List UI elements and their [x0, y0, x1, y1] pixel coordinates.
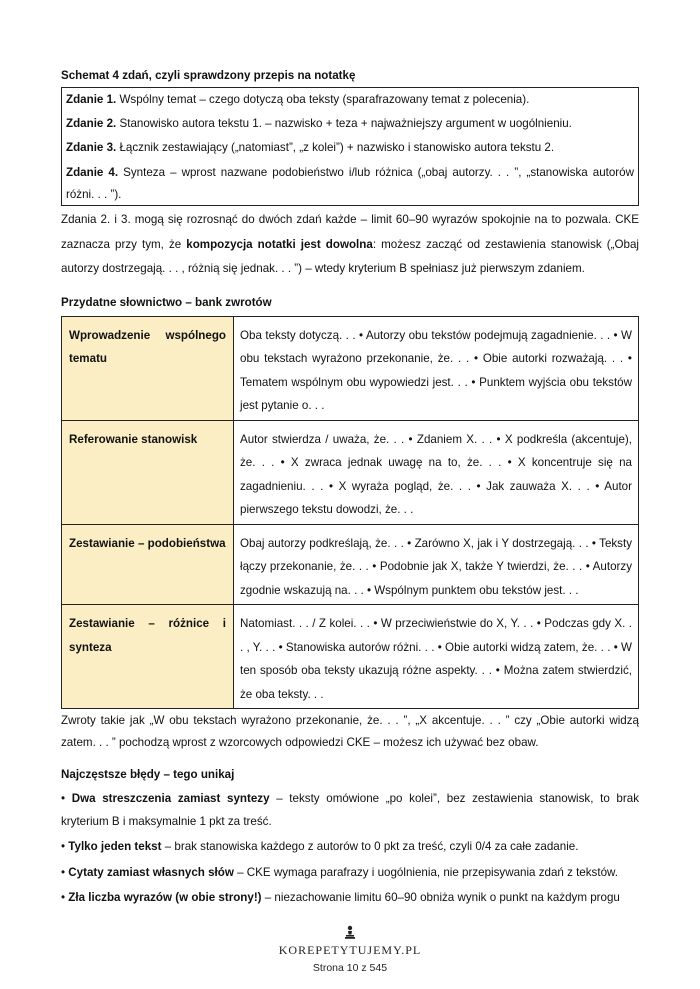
after-bank-paragraph: Zwroty takie jak „W obu tekstach wyrażono przekonanie, że. . . ”, „X akcentuje. . . ” czy „Obie autorki widzą zatem. . . ” pochodzą wprost z wzorcowych odpowiedzi CKE – możesz ich używać bez obaw. [61, 714, 639, 749]
bank-row-label: Referowanie stanowisk [62, 420, 234, 524]
chess-pawn-icon-svg [344, 925, 356, 939]
intro-text-end: : możesz zacząć od zestawienia stanowisk („Obaj autorzy dostrzegają. . . , różnią się jednak. . . ”) – wtedy kryterium B spełniasz już pierwszym zdaniem. [61, 237, 639, 275]
schemat-row-text: Synteza – wprost nazwane podobieństwo i/lub różnica („obaj autorzy. . . ”, „stanowiska autorów różni. . . ”). [66, 166, 634, 201]
schemat-box [61, 87, 639, 206]
list-item: • Zła liczba wyrazów (w obie strony!) – niezachowanie limitu 60–90 obniża wynik o punkt na każdym progu [61, 891, 620, 904]
bank-row-content: Obaj autorzy podkreślają, że. . . • Zarówno X, jak i Y dostrzegają. . . • Teksty łączy przekonanie, że. . . • Podobnie jak X, także Y twierdzi, że. . . • Autorzy zgodnie wskazują na. . . • Wspólnym punktem obu tekstów jest. . . [234, 524, 639, 605]
phrase-bank-table [61, 316, 639, 710]
table-row [62, 316, 639, 420]
schemat-row-label: Zdanie 1. [66, 93, 117, 106]
intro-bold: kompozycja notatki jest dowolna [186, 237, 373, 251]
errors-title: Najczęstsze błędy – tego unikaj [61, 768, 235, 781]
error-bold: Dwa streszczenia zamiast syntezy [71, 792, 270, 805]
bank-row-label: Wprowadzenie wspólnego tematu [62, 316, 234, 420]
table-row [62, 420, 639, 524]
schemat-row [66, 160, 634, 205]
brand-name: KOREPETYTUJEMY.PL [278, 943, 422, 957]
schemat-row-label: Zdanie 3. [66, 141, 117, 154]
error-bold: Zła liczba wyrazów (w obie strony!) [68, 891, 262, 904]
bank-row-label: Zestawianie – podobieństwa [62, 524, 234, 605]
bank-row-label: Zestawianie – różnice i synteza [62, 605, 234, 709]
intro-text: Zdania 2. i 3. mogą się rozrosnąć do dwóch zdań każde – limit 60–90 wyrazów spokojnie na to pozwala. CKE zaznacza przy tym, że [61, 213, 639, 251]
error-text: – brak stanowiska każdego z autorów to 0 pkt za treść, czyli 0/4 za całe zadanie. [161, 840, 579, 853]
list-item: • Cytaty zamiast własnych słów – CKE wymaga parafrazy i uogólnienia, nie przepisywania zdań z tekstów. [61, 865, 618, 879]
intro-paragraph [61, 208, 639, 282]
bank-row-content: Natomiast. . . / Z kolei. . . • W przeciwieństwie do X, Y. . . • Podczas gdy X. . . , Y. . . • Stanowiska autorów różni. . . • Obie autorki widzą zatem, że. . . • W ten sposób oba teksty ukazują różne aspekty. . . • Można zatem stwierdzić, że oba teksty. . . [234, 605, 639, 709]
page-number: Strona 10 z 545 [312, 962, 388, 974]
list-item: • Dwa streszczenia zamiast syntezy – teksty omówione „po kolei”, bez zestawienia stanowisk, to brak kryterium B i maksymalnie 1 pkt za treść. [61, 792, 639, 828]
schemat-row-label: Zdanie 2. [66, 117, 117, 130]
bank-row-content: Oba teksty dotyczą. . . • Autorzy obu tekstów podejmują zagadnienie. . . • W obu tekstach wyrażono przekonanie, że. . . • Obie autorki rozważają. . . • Tematem wspólnym obu wypowiedzi jest. . . • Punktem wyjścia obu tekstów jest pytanie o. . . [234, 316, 639, 420]
error-text: – niezachowanie limitu 60–90 obniża wynik o punkt na każdym progu [261, 891, 620, 904]
table-row [62, 524, 639, 605]
error-bold: Tylko jeden tekst [68, 840, 162, 853]
error-text: – teksty omówione „po kolei”, bez zestawienia stanowisk, to brak kryterium B i maksymalnie 1 pkt za treść. [61, 792, 639, 828]
bank-row-content: Autor stwierdza / uważa, że. . . • Zdaniem X. . . • X podkreśla (akcentuje), że. . . • X zwraca jednak uwagę na to, że. . . • X koncentruje się na zagadnieniu. . . • X wyraża pogląd, że. . . • Jak zauważa X. . . • Autor pierwszego tekstu dowodzi, że. . . [234, 420, 639, 524]
schemat-row-text: Łącznik zestawiający („natomiast”, „z kolei”) + nazwisko i stanowisko autora tekstu 2. [116, 141, 555, 154]
error-text: – CKE wymaga parafrazy i uogólnienia, nie przepisywania zdań z tekstów. [233, 865, 618, 879]
schemat-row [66, 136, 634, 160]
schemat-row [66, 112, 634, 136]
schemat-row-text: Wspólny temat – czego dotyczą oba teksty (sparafrazowany temat z polecenia). [116, 93, 530, 106]
schemat-title: Schemat 4 zdań, czyli sprawdzony przepis na notatkę [61, 69, 356, 82]
error-bold: Cytaty zamiast własnych słów [68, 865, 234, 879]
chess-pawn-icon [0, 925, 700, 942]
schemat-row [66, 88, 634, 112]
table-row [62, 605, 639, 709]
schemat-row-text: Stanowisko autora tekstu 1. – nazwisko + teza + najważniejszy argument w uogólnieniu. [116, 117, 572, 130]
bank-title: Przydatne słownictwo – bank zwrotów [61, 295, 272, 309]
list-item: • Tylko jeden tekst – brak stanowiska każdego z autorów to 0 pkt za treść, czyli 0/4 za całe zadanie. [61, 840, 579, 853]
page-content [61, 66, 639, 910]
schemat-row-label: Zdanie 4. [66, 166, 119, 179]
